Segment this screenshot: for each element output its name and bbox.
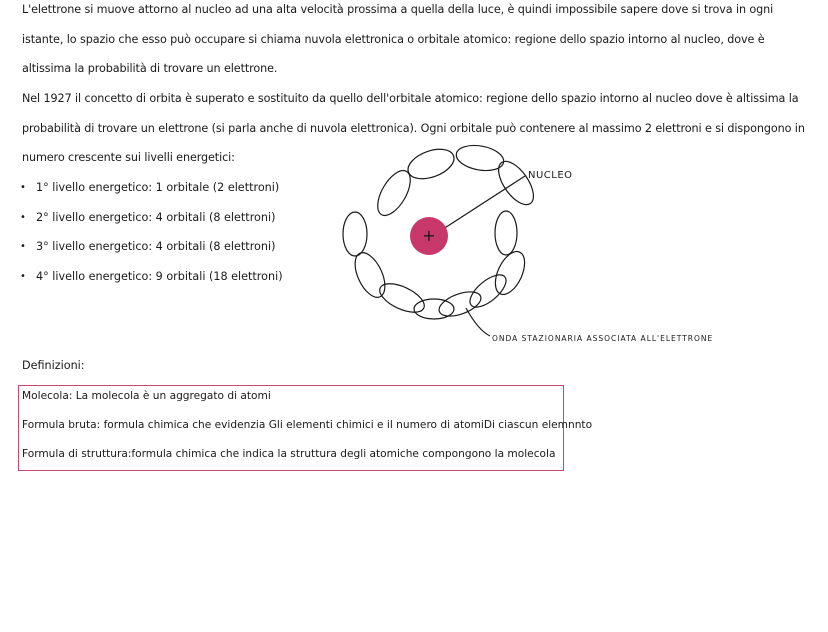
wave-pointer-line: [466, 308, 490, 336]
list-item: • 2° livello energetico: 4 orbitali (8 elettroni): [20, 203, 340, 233]
list-item: • 4° livello energetico: 9 orbitali (18 elettroni): [20, 262, 340, 292]
atom-diagram: [330, 138, 750, 348]
nucleus-pointer-line: [437, 176, 525, 233]
wave-label: ONDA STAZIONARIA ASSOCIATA ALL'ELETTRONE: [492, 334, 714, 343]
definition-formula-bruta: Formula bruta: formula chimica che evidenzia Gli elementi chimici e il numero di atomiDi ciascun elemnnto: [22, 419, 593, 431]
list-item: • 1° livello energetico: 1 orbitale (2 elettroni): [20, 173, 340, 203]
definition-formula-struttura: Formula di struttura:formula chimica che indica la struttura degli atomiche compongono la molecola: [22, 448, 556, 460]
orbital-paragraph: Nel 1927 il concetto di orbita è superato e sostituito da quello dell'orbitale atomico: regione dello spazio intorno al nucleo dove è altissima la probabilità di trovare un elettrone (si parla anche di nuvola elettronica). Ogni orbitale può contenere al massimo 2 elettroni e si dispongono in numero crescente sui livelli energetici:: [22, 92, 805, 164]
definitions-box: [18, 385, 593, 471]
definition-molecola: Molecola: La molecola è un aggregato di atomi: [22, 390, 271, 402]
definitions-title: Definizioni:: [22, 359, 85, 372]
list-item: • 3° livello energetico: 4 orbitali (8 elettroni): [20, 232, 340, 262]
nucleus-plus-sign: +: [422, 226, 436, 245]
energy-levels-list: [20, 173, 340, 291]
intro-paragraph: L'elettrone si muove attorno al nucleo ad una alta velocità prossima a quella della luce, è quindi impossibile sapere dove si trova in ogni istante, lo spazio che esso può occupare si chiama nuvola elettronica o orbitale atomico: regione dello spazio intorno al nucleo, dove è altissima la probabilità di trovare un elettrone.: [22, 3, 774, 75]
nucleus-label: NUCLEO: [528, 170, 573, 181]
